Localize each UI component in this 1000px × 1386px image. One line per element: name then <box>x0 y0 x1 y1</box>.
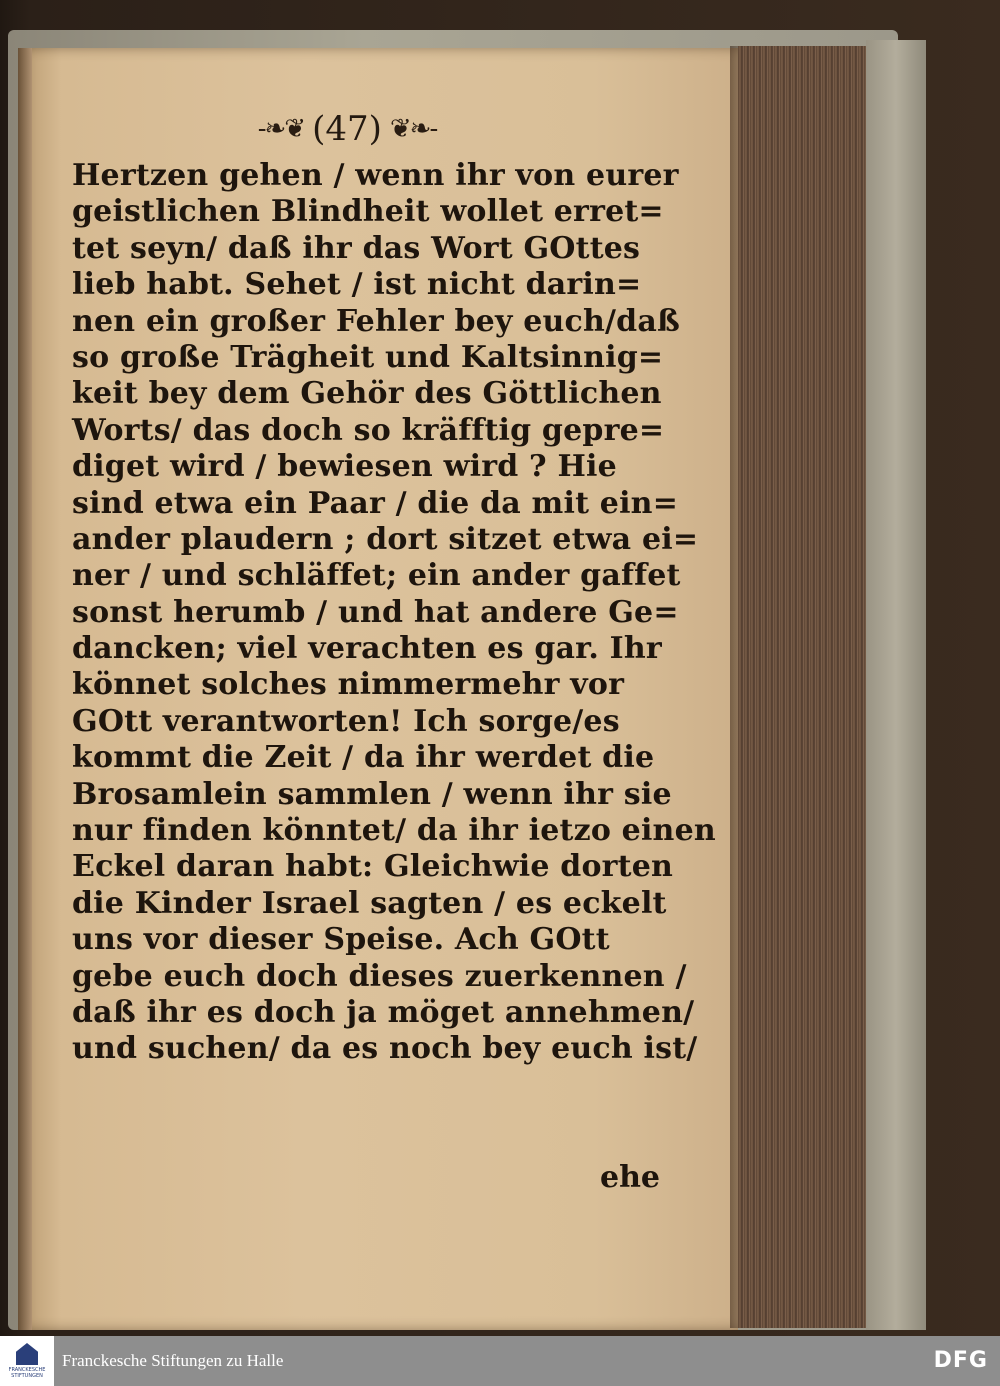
text-line: GOtt verantworten! Ich sorge/es <box>72 703 620 739</box>
ornament-left-icon: -❧❦ <box>257 114 305 144</box>
text-line: so große Trägheit und Kaltsinnig= <box>72 339 664 375</box>
text-line: ander plaudern ; dort sitzet etwa ei= <box>72 521 699 557</box>
text-line: Eckel daran habt: Gleichwie dorten <box>72 849 674 885</box>
text-line: dancken; viel verachten es gar. Ihr <box>72 631 662 667</box>
page-number: (47) <box>312 109 382 149</box>
ornament-right-icon: ❦❧- <box>389 114 437 144</box>
text-line: diget wird / bewiesen wird ? Hie <box>72 449 617 485</box>
institution-logo[interactable] <box>0 1336 54 1386</box>
dfg-logo[interactable]: DFG <box>933 1348 988 1373</box>
text-line: gebe euch doch dieses zuerkennen / <box>72 958 687 994</box>
running-head <box>232 104 462 154</box>
text-line: lieb habt. Sehet / ist nicht darin= <box>72 267 642 303</box>
footer-bar <box>0 1336 1000 1386</box>
page-edges <box>738 46 866 1328</box>
text-line: kommt die Zeit / da ihr werdet die <box>72 740 655 776</box>
text-line: nur finden könntet/ da ihr ietzo einen <box>72 813 716 849</box>
text-line: Hertzen gehen / wenn ihr von eurer <box>72 158 679 193</box>
logo-text: FRANCKESCHE STIFTUNGEN <box>8 1367 46 1379</box>
text-line: Brosamlein sammlen / wenn ihr sie <box>72 776 672 812</box>
catchword: ehe <box>600 1160 660 1195</box>
book-cover-right <box>866 40 926 1330</box>
text-line: und suchen/ da es noch bey euch ist/ <box>72 1031 698 1067</box>
text-line: sonst herumb / und hat andere Ge= <box>72 594 679 630</box>
text-line: keit bey dem Gehör des Göttlichen <box>72 376 662 412</box>
text-line: tet seyn/ daß ihr das Wort GOttes <box>72 230 641 266</box>
text-line: geistlichen Blindheit wollet erret= <box>72 194 664 230</box>
page-gutter <box>18 48 32 1330</box>
building-icon <box>16 1343 38 1365</box>
text-line: uns vor dieser Speise. Ach GOtt <box>72 922 610 958</box>
text-line: daß ihr es doch ja möget annehmen/ <box>72 994 695 1030</box>
text-line: könnet solches nimmermehr vor <box>72 667 625 703</box>
text-block <box>72 158 716 1068</box>
text-line: ner / und schläffet; ein ander gaffet <box>72 558 681 594</box>
text-line: sind etwa ein Paar / die da mit ein= <box>72 485 679 521</box>
text-line: nen ein großer Fehler bey euch/daß <box>72 303 680 339</box>
text-line: Worts/ das doch so kräfftig gepre= <box>72 412 665 448</box>
text-line: die Kinder Israel sagten / es eckelt <box>72 885 667 921</box>
institution-name[interactable]: Franckesche Stiftungen zu Halle <box>62 1351 284 1370</box>
